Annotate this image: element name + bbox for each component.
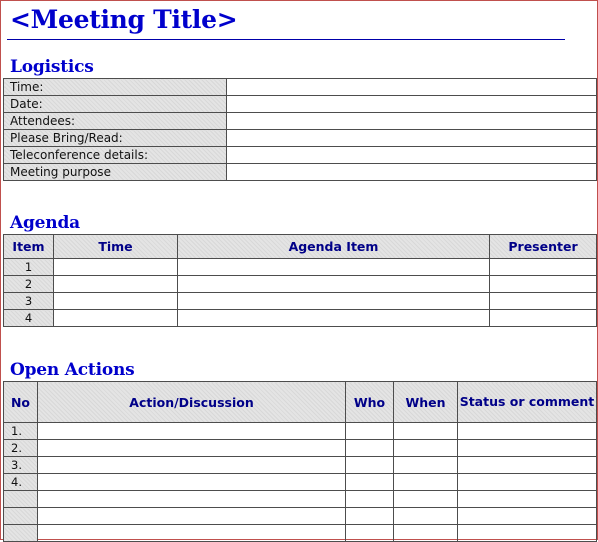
agenda-col-presenter: Presenter	[490, 235, 597, 259]
action-status-cell[interactable]	[458, 491, 597, 508]
action-discussion-cell[interactable]	[38, 491, 346, 508]
agenda-heading: Agenda	[10, 213, 80, 233]
agenda-row	[4, 293, 597, 310]
action-who-cell[interactable]	[346, 440, 394, 457]
action-row	[4, 491, 597, 508]
logistics-label: Date:	[4, 96, 227, 113]
logistics-heading: Logistics	[10, 57, 94, 77]
title-underline	[7, 39, 565, 40]
agenda-table	[3, 234, 597, 327]
logistics-table	[3, 78, 597, 181]
action-when-cell[interactable]	[394, 508, 458, 525]
agenda-time-cell[interactable]	[54, 293, 178, 310]
agenda-item-number: 4	[4, 310, 54, 327]
action-row	[4, 474, 597, 491]
action-status-cell[interactable]	[458, 457, 597, 474]
agenda-item-number: 3	[4, 293, 54, 310]
open-actions-heading: Open Actions	[10, 360, 135, 380]
agenda-time-cell[interactable]	[54, 276, 178, 293]
action-status-cell[interactable]	[458, 525, 597, 542]
logistics-row-attendees	[4, 113, 597, 130]
agenda-col-item: Item	[4, 235, 54, 259]
action-when-cell[interactable]	[394, 440, 458, 457]
actions-col-status: Status or comment	[458, 382, 597, 423]
action-number: 3.	[4, 457, 38, 474]
logistics-value[interactable]	[227, 130, 597, 147]
logistics-value[interactable]	[227, 96, 597, 113]
logistics-value[interactable]	[227, 79, 597, 96]
action-when-cell[interactable]	[394, 474, 458, 491]
logistics-row-date	[4, 96, 597, 113]
action-row	[4, 440, 597, 457]
action-number: 1.	[4, 423, 38, 440]
logistics-label: Teleconference details:	[4, 147, 227, 164]
action-status-cell[interactable]	[458, 474, 597, 491]
action-status-cell[interactable]	[458, 508, 597, 525]
action-status-cell[interactable]	[458, 423, 597, 440]
agenda-item-number: 2	[4, 276, 54, 293]
logistics-label: Please Bring/Read:	[4, 130, 227, 147]
agenda-time-cell[interactable]	[54, 310, 178, 327]
action-when-cell[interactable]	[394, 423, 458, 440]
action-discussion-cell[interactable]	[38, 423, 346, 440]
action-who-cell[interactable]	[346, 525, 394, 542]
logistics-value[interactable]	[227, 164, 597, 181]
agenda-col-time: Time	[54, 235, 178, 259]
logistics-value[interactable]	[227, 113, 597, 130]
logistics-value[interactable]	[227, 147, 597, 164]
actions-col-when: When	[394, 382, 458, 423]
actions-col-action: Action/Discussion	[38, 382, 346, 423]
action-discussion-cell[interactable]	[38, 457, 346, 474]
actions-col-who: Who	[346, 382, 394, 423]
action-discussion-cell[interactable]	[38, 525, 346, 542]
logistics-row-time	[4, 79, 597, 96]
action-discussion-cell[interactable]	[38, 474, 346, 491]
agenda-header-row	[4, 235, 597, 259]
action-number	[4, 525, 38, 542]
action-who-cell[interactable]	[346, 508, 394, 525]
agenda-item-cell[interactable]	[178, 276, 490, 293]
logistics-row-purpose	[4, 164, 597, 181]
meeting-title: <Meeting Title>	[10, 5, 238, 34]
agenda-row	[4, 276, 597, 293]
logistics-label: Attendees:	[4, 113, 227, 130]
action-when-cell[interactable]	[394, 457, 458, 474]
action-who-cell[interactable]	[346, 491, 394, 508]
action-when-cell[interactable]	[394, 491, 458, 508]
agenda-item-cell[interactable]	[178, 259, 490, 276]
action-discussion-cell[interactable]	[38, 440, 346, 457]
agenda-time-cell[interactable]	[54, 259, 178, 276]
agenda-col-agenda-item: Agenda Item	[178, 235, 490, 259]
actions-col-no: No	[4, 382, 38, 423]
open-actions-table	[3, 381, 597, 542]
agenda-row	[4, 259, 597, 276]
logistics-label: Meeting purpose	[4, 164, 227, 181]
action-who-cell[interactable]	[346, 474, 394, 491]
agenda-presenter-cell[interactable]	[490, 293, 597, 310]
action-when-cell[interactable]	[394, 525, 458, 542]
logistics-row-bring-read	[4, 130, 597, 147]
action-row	[4, 423, 597, 440]
action-row	[4, 457, 597, 474]
agenda-item-number: 1	[4, 259, 54, 276]
action-number: 2.	[4, 440, 38, 457]
agenda-presenter-cell[interactable]	[490, 310, 597, 327]
action-number	[4, 491, 38, 508]
agenda-presenter-cell[interactable]	[490, 276, 597, 293]
action-number	[4, 508, 38, 525]
action-who-cell[interactable]	[346, 457, 394, 474]
action-status-cell[interactable]	[458, 440, 597, 457]
logistics-label: Time:	[4, 79, 227, 96]
agenda-item-cell[interactable]	[178, 310, 490, 327]
agenda-item-cell[interactable]	[178, 293, 490, 310]
logistics-row-teleconference	[4, 147, 597, 164]
action-discussion-cell[interactable]	[38, 508, 346, 525]
action-who-cell[interactable]	[346, 423, 394, 440]
agenda-presenter-cell[interactable]	[490, 259, 597, 276]
action-row	[4, 508, 597, 525]
agenda-row	[4, 310, 597, 327]
action-row	[4, 525, 597, 542]
action-number: 4.	[4, 474, 38, 491]
open-actions-header-row	[4, 382, 597, 423]
